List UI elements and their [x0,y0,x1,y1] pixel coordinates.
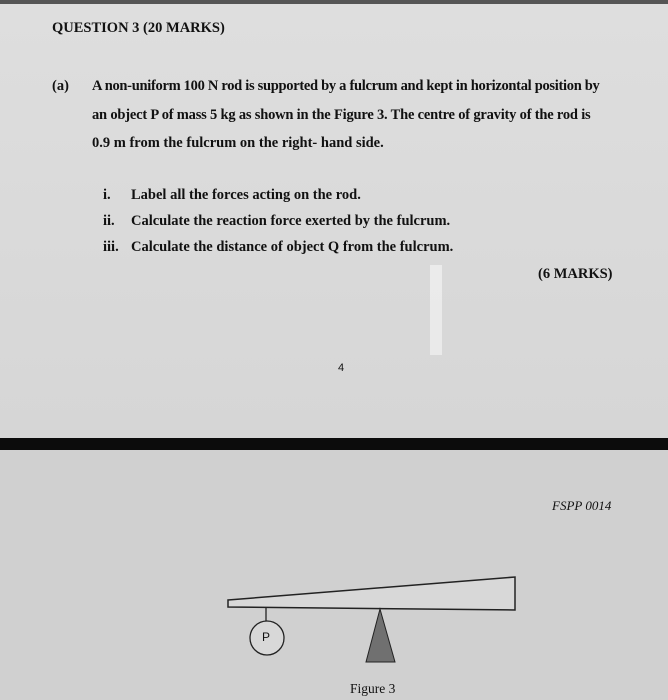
paragraph-line-1: A non-uniform 100 N rod is supported by a fulcrum and kept in horizontal position by [92,78,600,94]
page-number: 4 [338,362,345,374]
task-text-1: Label all the forces acting on the rod. [131,187,361,203]
part-label: (a) [52,78,69,94]
course-code: FSPP 0014 [552,498,612,513]
fulcrum [366,609,395,662]
question-title: QUESTION 3 (20 MARKS) [52,20,225,36]
object-p-label: P [262,630,271,644]
marks: (6 MARKS) [538,266,613,282]
task-num-1: i. [103,187,111,203]
paragraph-line-2: an object P of mass 5 kg as shown in the Figure 3. The centre of gravity of the rod is [92,107,591,123]
task-text-2: Calculate the reaction force exerted by the fulcrum. [131,213,451,229]
task-num-3: iii. [103,239,119,255]
paragraph-line-3: 0.9 m from the fulcrum on the right- hand side. [92,135,384,151]
figure-caption: Figure 3 [350,681,396,696]
rod [228,577,515,610]
task-text-3: Calculate the distance of object Q from the fulcrum. [131,239,454,255]
task-num-2: ii. [103,213,115,229]
